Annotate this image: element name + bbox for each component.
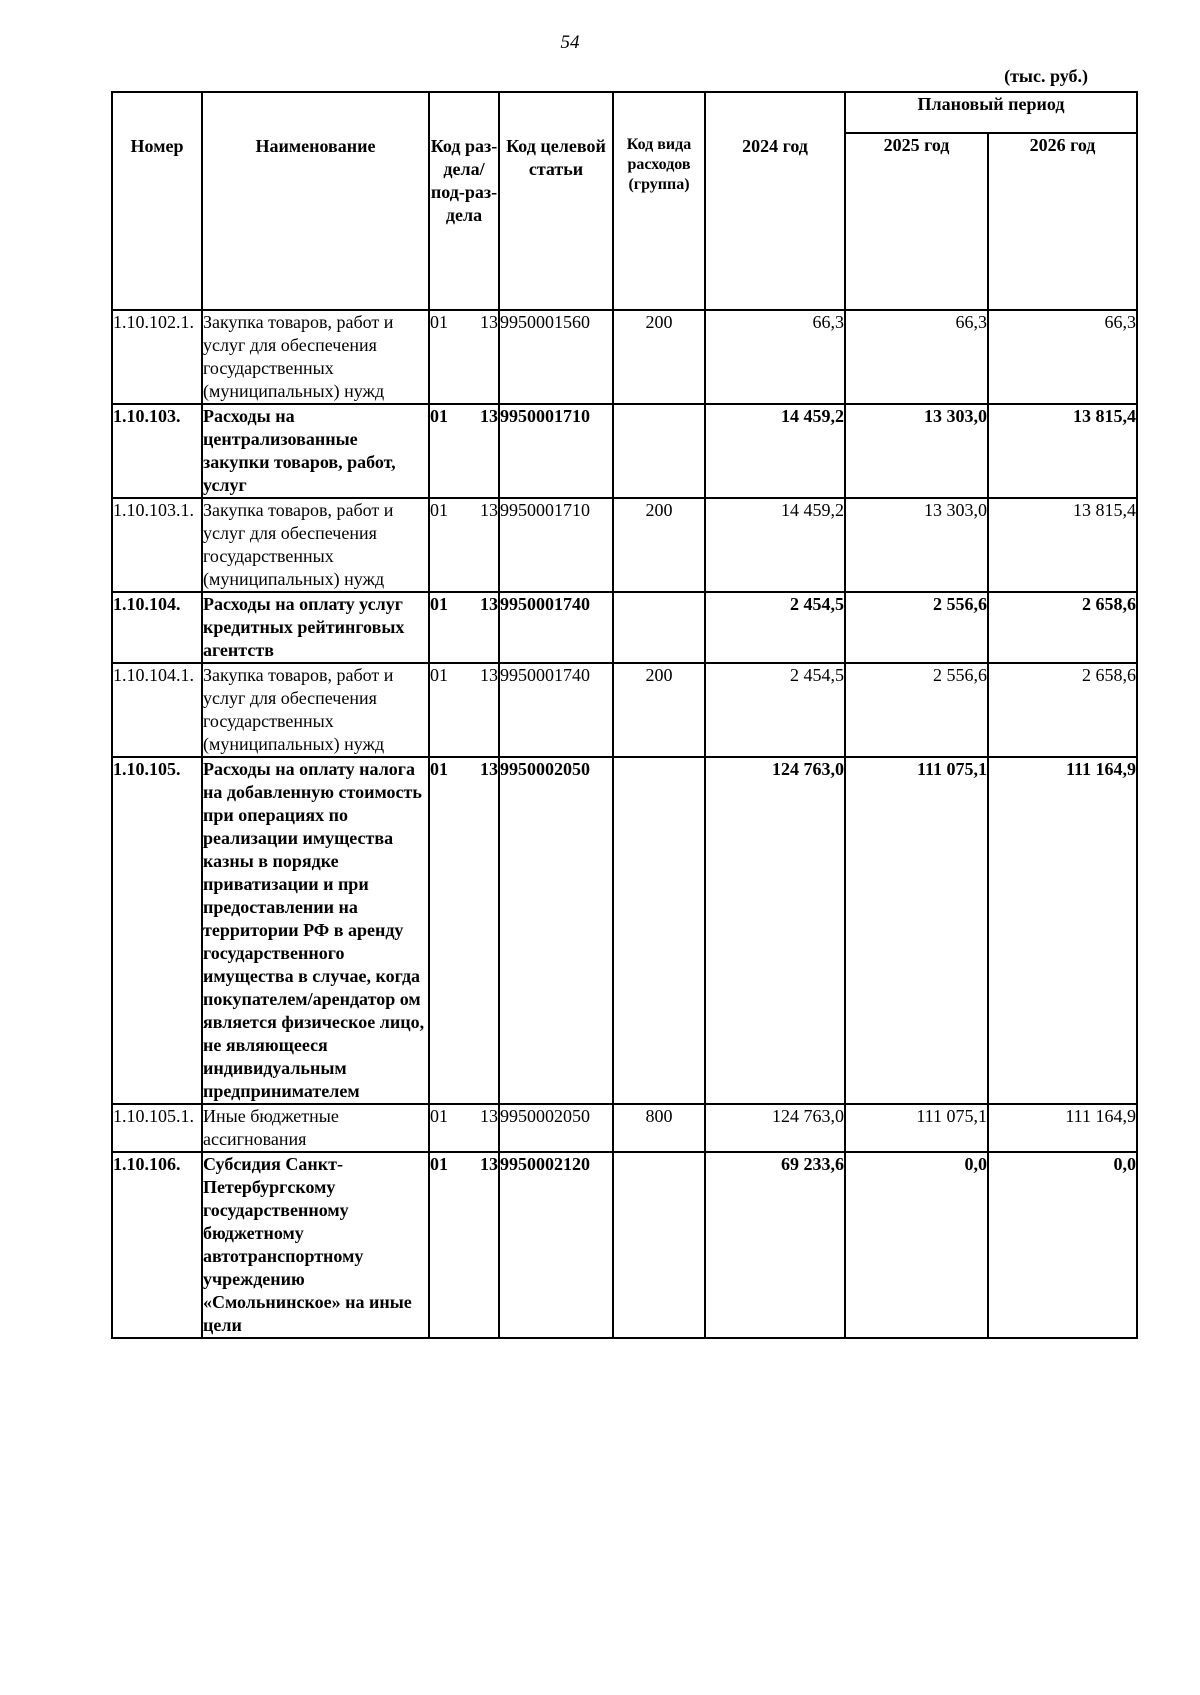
- row-2025: 13 303,0: [845, 404, 988, 498]
- header-group: Код вида расходов (группа): [613, 92, 705, 310]
- row-2026: 0,0: [988, 1152, 1137, 1338]
- row-2025: 13 303,0: [845, 498, 988, 592]
- row-2025: 2 556,6: [845, 663, 988, 757]
- header-year-2024: 2024 год: [705, 92, 845, 310]
- row-name: Субсидия Санкт-Петербургскому государственному бюджетному автотранспортному учреждению «Смольнинское» на иные цели: [202, 1152, 429, 1338]
- row-2026: 111 164,9: [988, 757, 1137, 1104]
- row-target: 9950001740: [499, 592, 613, 663]
- table-row: [112, 592, 1137, 663]
- table-row: [112, 663, 1137, 757]
- header-year-2025: 2025 год: [845, 133, 988, 310]
- row-section: 01 13: [429, 498, 499, 592]
- header-number: Номер: [112, 92, 202, 310]
- row-name: Закупка товаров, работ и услуг для обеспечения государственных (муниципальных) нужд: [202, 498, 429, 592]
- row-2024: 66,3: [705, 310, 845, 404]
- row-number: 1.10.103.1.: [112, 498, 202, 592]
- row-2024: 69 233,6: [705, 1152, 845, 1338]
- row-2026: 2 658,6: [988, 592, 1137, 663]
- row-target: 9950002120: [499, 1152, 613, 1338]
- row-2026: 13 815,4: [988, 498, 1137, 592]
- row-section: 01 13: [429, 310, 499, 404]
- row-2024: 2 454,5: [705, 592, 845, 663]
- header-name: Наименование: [202, 92, 429, 310]
- row-name: Иные бюджетные ассигнования: [202, 1104, 429, 1152]
- row-target: 9950001560: [499, 310, 613, 404]
- table-row: [112, 1104, 1137, 1152]
- row-2024: 124 763,0: [705, 1104, 845, 1152]
- header-plan-period: Плановый период: [845, 92, 1137, 133]
- row-2025: 111 075,1: [845, 757, 988, 1104]
- row-section: 01 13: [429, 592, 499, 663]
- row-group: [613, 404, 705, 498]
- row-section: 01 13: [429, 404, 499, 498]
- row-group: 200: [613, 310, 705, 404]
- row-target: 9950001740: [499, 663, 613, 757]
- row-group: [613, 1152, 705, 1338]
- row-group: [613, 757, 705, 1104]
- row-2024: 14 459,2: [705, 404, 845, 498]
- row-2026: 111 164,9: [988, 1104, 1137, 1152]
- budget-table: [111, 91, 1138, 1339]
- row-name: Расходы на централизованные закупки товаров, работ, услуг: [202, 404, 429, 498]
- page-number: 54: [560, 32, 580, 53]
- row-section: 01 13: [429, 757, 499, 1104]
- table-row: [112, 310, 1137, 404]
- row-number: 1.10.106.: [112, 1152, 202, 1338]
- row-2024: 124 763,0: [705, 757, 845, 1104]
- row-number: 1.10.105.: [112, 757, 202, 1104]
- row-name: Расходы на оплату услуг кредитных рейтинговых агентств: [202, 592, 429, 663]
- row-name: Закупка товаров, работ и услуг для обеспечения государственных (муниципальных) нужд: [202, 310, 429, 404]
- row-target: 9950002050: [499, 1104, 613, 1152]
- row-number: 1.10.104.: [112, 592, 202, 663]
- row-group: 200: [613, 498, 705, 592]
- row-section: 01 13: [429, 1152, 499, 1338]
- row-2024: 2 454,5: [705, 663, 845, 757]
- header-section: Код раз-дела/ под-раз-дела: [429, 92, 499, 310]
- row-group: [613, 592, 705, 663]
- row-number: 1.10.104.1.: [112, 663, 202, 757]
- table-row: [112, 404, 1137, 498]
- table-row: [112, 1152, 1137, 1338]
- header-year-2026: 2026 год: [988, 133, 1137, 310]
- row-2024: 14 459,2: [705, 498, 845, 592]
- row-2025: 66,3: [845, 310, 988, 404]
- row-number: 1.10.105.1.: [112, 1104, 202, 1152]
- row-section: 01 13: [429, 663, 499, 757]
- row-2026: 66,3: [988, 310, 1137, 404]
- row-2025: 2 556,6: [845, 592, 988, 663]
- row-name: Закупка товаров, работ и услуг для обеспечения государственных (муниципальных) нужд: [202, 663, 429, 757]
- row-group: 800: [613, 1104, 705, 1152]
- header-target: Код целевой статьи: [499, 92, 613, 310]
- row-number: 1.10.103.: [112, 404, 202, 498]
- table-row: [112, 498, 1137, 592]
- row-2025: 111 075,1: [845, 1104, 988, 1152]
- row-target: 9950001710: [499, 498, 613, 592]
- row-section: 01 13: [429, 1104, 499, 1152]
- row-name: Расходы на оплату налога на добавленную стоимость при операциях по реализации имущества казны в порядке приватизации и при предоставлении на территории РФ в аренду государственного имущества в случае, когда покупателем/арендатор ом является физическое лицо, не являющееся индивидуальным предпринимателем: [202, 757, 429, 1104]
- unit-note: (тыс. руб.): [1004, 66, 1088, 86]
- row-target: 9950002050: [499, 757, 613, 1104]
- table-row: [112, 757, 1137, 1104]
- row-group: 200: [613, 663, 705, 757]
- row-2025: 0,0: [845, 1152, 988, 1338]
- row-target: 9950001710: [499, 404, 613, 498]
- row-number: 1.10.102.1.: [112, 310, 202, 404]
- row-2026: 13 815,4: [988, 404, 1137, 498]
- row-2026: 2 658,6: [988, 663, 1137, 757]
